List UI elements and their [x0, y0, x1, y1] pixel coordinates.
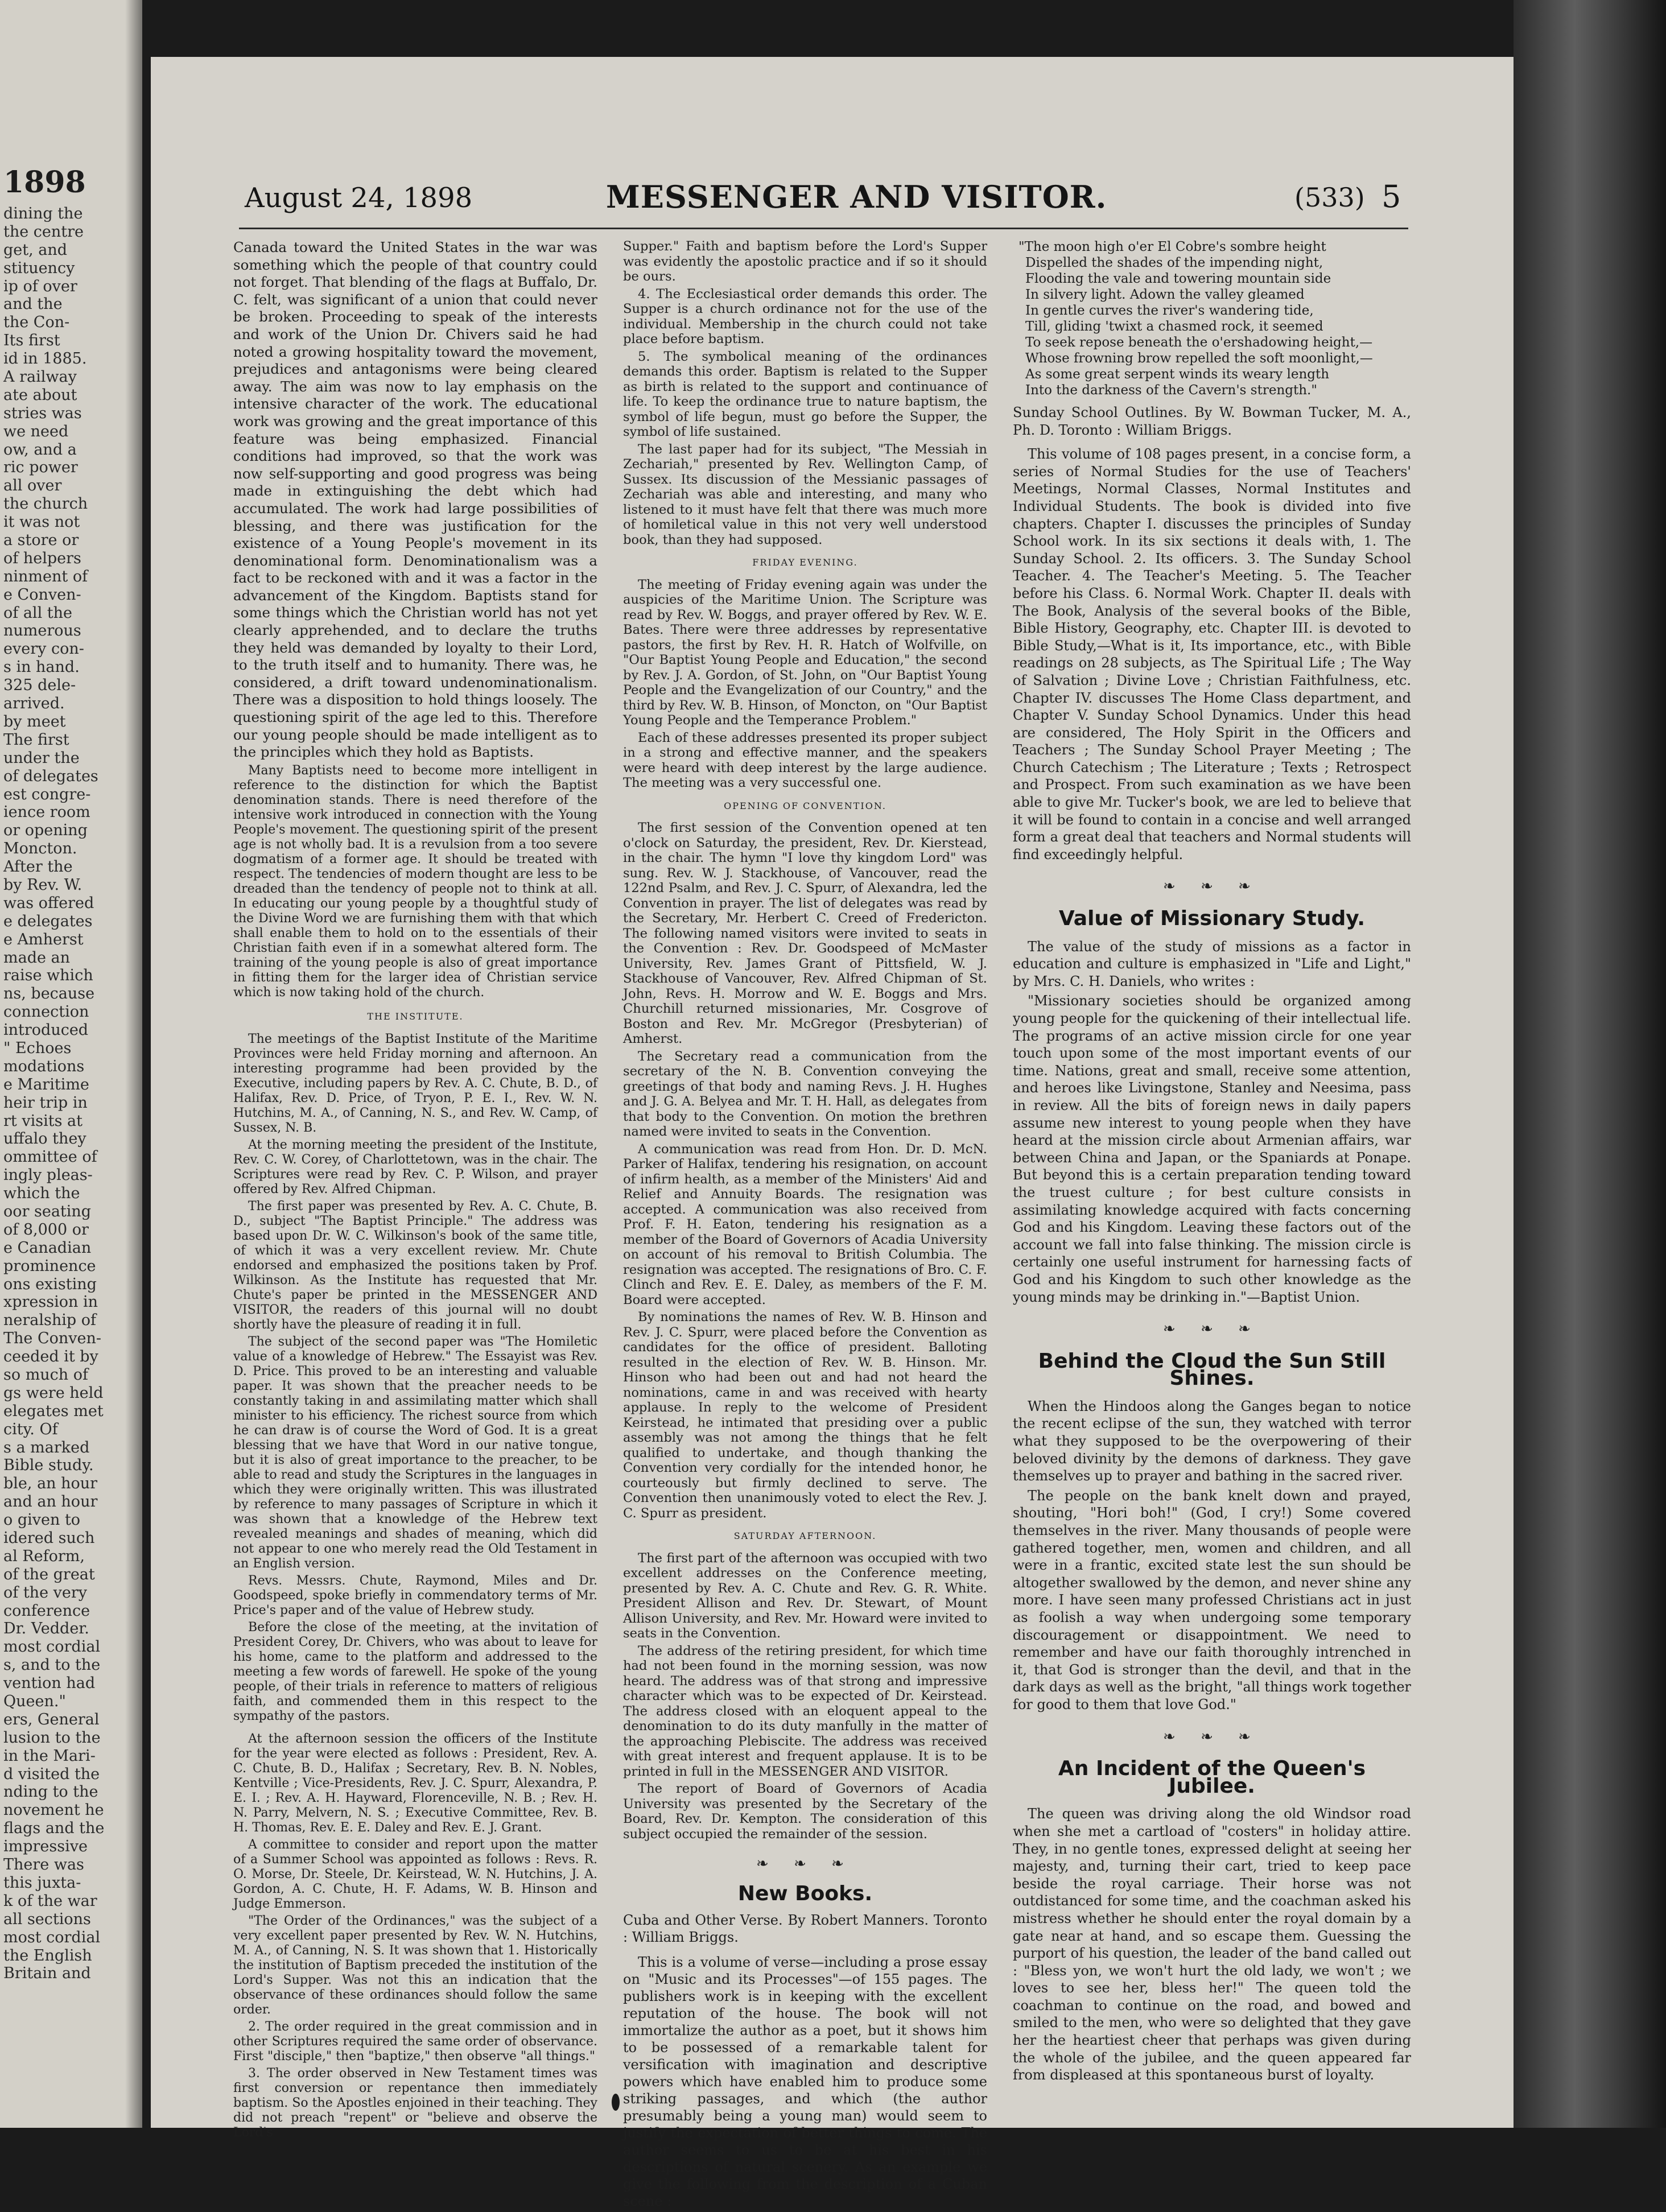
col3-paragraph: The people on the bank knelt down and prayed, shouting, "Hori boh!" (God, I cry!) Some covered themselves in the river. Many thousands of people were gathered together, men, women and children, and all were in a frantic, excited state lest the sun should be altogether swallowed by the demon, and never shine any more. I have seen many professed Christians act in just as foolish a way when undergoing some temporary discouragement or disappointment. We need to remember and have our faith thoroughly intrenched in it, that God is stronger than the devil, and that in the dark days as well as the bright, "all things work together for good to them that love God." — [1013, 1487, 1411, 1712]
poem-line: Whose frowning brow repelled the soft moonlight,— — [1025, 351, 1373, 366]
left-fragment-line: o given to — [3, 1511, 81, 1529]
header-rule — [239, 228, 1408, 229]
page-header — [151, 179, 1514, 222]
left-fragment-line: The Conven- — [3, 1330, 102, 1348]
left-fragment-line: stituency — [3, 259, 75, 277]
left-fragment-line: all sections — [3, 1910, 91, 1928]
col2-paragraph: The first part of the afternoon was occupied with two excellent addresses on the Conference meeting, presented by Rev. A. C. Chute and Rev. G. R. White. President Allison and Rev. Dr. Stewart, of Mount Allison University, and Rev. Mr. Howard were invited to seats in the Convention. — [623, 1550, 987, 1641]
left-fragment-line: Moncton. — [3, 840, 77, 858]
left-fragment-line: ingly pleas- — [3, 1166, 93, 1185]
col1-paragraph: At the afternoon session the officers of the Institute for the year were elected as follows : President, Rev. A. C. Chute, B. D., Halifax ; Secretary, Rev. B. N. Nobles, Kentville ; Vice-Presidents, Rev. J. C. Spurr, Alexandra, P. E. I. ; Rev. A. H. Hayward, Florenceville, N. B. ; Rev. H. N. Parry, Melvern, N. S. ; Executive Committee, Rev. B. H. Thomas, Rev. E. E. Daley and Rev. E. J. Grant. — [233, 1732, 597, 1835]
left-fragment-line: xpression in — [3, 1293, 98, 1311]
section-heading-saturday-afternoon: SATURDAY AFTERNOON. — [733, 1530, 877, 1541]
left-fragment-line: The first — [3, 731, 69, 749]
book-citation: Sunday School Outlines. By W. Bowman Tucker, M. A., Ph. D. Toronto : William Briggs. — [1013, 405, 1411, 438]
ink-blot — [612, 2094, 620, 2111]
left-fragment-line: the church — [3, 495, 88, 513]
left-fragment-line: and an hour — [3, 1493, 98, 1511]
left-fragment-line: id in 1885. — [3, 350, 87, 368]
left-fragment-line: e Maritime — [3, 1075, 89, 1093]
left-fragment-line: numerous — [3, 622, 81, 640]
left-fragment-line: or opening — [3, 822, 88, 840]
left-fragment-line: After the — [3, 858, 73, 876]
left-fragment-line: Queen." — [3, 1693, 66, 1711]
header-page-num: 5 — [1382, 179, 1401, 214]
left-fragment-line: e Conven- — [3, 585, 81, 604]
left-fragment-line: Dr. Vedder. — [3, 1620, 89, 1638]
left-fragment-line: s, and to the — [3, 1656, 101, 1674]
left-fragment-line: of 8,000 or — [3, 1220, 89, 1239]
left-fragment-line: gs were held — [3, 1384, 104, 1402]
header-page-number: (533) — [1294, 182, 1365, 213]
left-fragment-line: by Rev. W. — [3, 876, 83, 894]
poem-line: To seek repose beneath the o'ershadowing height,— — [1025, 335, 1373, 350]
col1-paragraph: Many Baptists need to become more intelligent in reference to the distinction for which the Baptist denomination stands. There is need therefore of the intensive work introduced in connection with the Young People's movement. The questioning spirit of the present age is not wholly bad. It is a revulsion from a too severe dogmatism of a former age. It should be treated with respect. The tendencies of modern thought are less to be dreaded than the tendency of people not to think at all. In educating our young people by a thoughtful study of the Divine Word we are furnishing them with that which shall enable them to hold on to the essentials of their Christian faith even if in a somewhat altered form. The training of the young people is also of great importance in fitting them for the larger idea of Christian service which is now taking hold of the church. — [233, 763, 597, 1000]
col1-paragraph: 3. The order observed in New Testament times was first conversion or repentance then immediately baptism. So the Apostles enjoined in their teaching. They did not preach "repent" or "believe and observe the Lord's — [233, 2066, 597, 2140]
left-fragment-line: heir trip in — [3, 1093, 88, 1112]
gutter-shadow — [125, 0, 142, 2128]
col2-paragraph: The last paper had for its subject, "The Messiah in Zechariah," presented by Rev. Wellington Camp, of Sussex. Its discussion of the Messianic passages of Zechariah was able and interesting, and many who listened to it must have felt that there was much more of homiletical value in this not very well understood book, than they had supposed. — [623, 441, 987, 547]
section-divider-ornament: ❧ ❧ ❧ — [756, 1855, 854, 1872]
left-fragment-line: e Amherst — [3, 930, 84, 948]
col1-paragraph: A committee to consider and report upon the matter of a Summer School was appointed as follows : Revs. R. O. Morse, Dr. Steele, Dr. Keirstead, W. N. Hutchins, J. A. Gordon, A. C. Chute, H. F. Adams, W. B. Hinson and Judge Emmerson. — [233, 1838, 597, 1912]
left-fragment-line: nding to the — [3, 1783, 98, 1801]
left-fragment-line: the English — [3, 1946, 92, 1965]
left-fragment-line: introduced — [3, 1021, 89, 1039]
left-fragment-line: rt visits at — [3, 1112, 83, 1130]
left-fragment-line: Its first — [3, 332, 60, 350]
newspaper-page — [151, 57, 1514, 2209]
left-page-text-fragments — [3, 205, 134, 1983]
left-fragment-line: ons existing — [3, 1275, 97, 1293]
left-fragment-line: lusion to the — [3, 1728, 101, 1747]
left-page-fragment — [0, 0, 142, 2128]
left-fragment-line: e Canadian — [3, 1239, 92, 1257]
left-fragment-line: and the — [3, 295, 63, 313]
left-fragment-line: so much of — [3, 1366, 89, 1384]
left-fragment-line: a store or — [3, 531, 79, 550]
left-fragment-line: est congre- — [3, 785, 91, 803]
col2-paragraph: Supper." Faith and baptism before the Lord's Supper was evidently the apostolic practice and if so it should be ours. — [623, 239, 987, 284]
left-fragment-line: s a marked — [3, 1438, 90, 1456]
left-fragment-line: get, and — [3, 241, 68, 259]
left-fragment-line: ience room — [3, 803, 90, 822]
col2-paragraph: The report of Board of Governors of Acadia University was presented by the Secretary of the Board, Rev. Dr. Kempton. The consideration of this subject occupied the remainder of the session. — [623, 1781, 987, 1842]
col1-paragraph: At the morning meeting the president of the Institute, Rev. C. W. Corey, of Charlottetown, was in the chair. The Scriptures were read by Rev. C. P. Wilson, and prayer offered by Rev. Alfred Chipman. — [233, 1138, 597, 1197]
left-fragment-line: stries was — [3, 404, 82, 422]
left-fragment-line: of helpers — [3, 549, 81, 567]
left-fragment-line: ceeded it by — [3, 1348, 98, 1366]
column-1 — [233, 239, 597, 2143]
left-fragment-line: oor seating — [3, 1202, 92, 1220]
left-fragment-line: ip of over — [3, 277, 77, 295]
left-fragment-line: elegates met — [3, 1402, 104, 1420]
left-fragment-line: ble, an hour — [3, 1475, 98, 1493]
left-fragment-line: connection — [3, 1003, 89, 1021]
left-fragment-line: arrived. — [3, 695, 65, 713]
left-fragment-line: d visited the — [3, 1765, 100, 1783]
left-fragment-line: the centre — [3, 222, 84, 241]
left-fragment-line: k of the war — [3, 1892, 97, 1910]
left-fragment-line: conference — [3, 1602, 90, 1620]
col3-paragraph: The value of the study of missions as a factor in education and culture is emphasized in "Life and Light," by Mrs. C. H. Daniels, who writes : — [1013, 938, 1411, 989]
poem-line: In gentle curves the river's wandering tide, — [1025, 303, 1314, 318]
col1-paragraph: The meetings of the Baptist Institute of the Maritime Provinces were held Friday morning and afternoon. An interesting programme had been provided by the Executive, including papers by Rev. A. C. Chute, B. D., of Halifax, Rev. D. Price, of Tryon, P. E. I., Rev. W. N. Hutchins, M. A., of Canning, N. S., and Rev. W. Camp, of Sussex, N. B. — [233, 1032, 597, 1136]
left-fragment-line: of the great — [3, 1565, 95, 1583]
column-3 — [1013, 239, 1411, 2086]
col2-paragraph: By nominations the names of Rev. W. B. Hinson and Rev. J. C. Spurr, were placed before the Convention as candidates for the office of president. Balloting resulted in the election of Rev. W. B. Hinson. Mr. Hinson who had been out and had not heard the nominations, came in and was received with hearty applause. In reply to the welcome of President Keirstead, he intimated that presiding over a public assembly was not among the things that he felt qualified to undertake, and though thanking the Convention very cordially for the intended honor, he courteously but firmly declined to serve. The Convention then unanimously voted to elect the Rev. J. C. Spurr as president. — [623, 1310, 987, 1521]
left-fragment-line: neralship of — [3, 1311, 97, 1330]
left-fragment-line: by meet — [3, 712, 66, 731]
left-page-year: 1898 — [3, 165, 86, 200]
col2-paragraph: 5. The symbolical meaning of the ordinances demands this order. Baptism is related to the Supper as birth is related to the support and continuance of life. To keep the ordinance true to nature baptism, the symbol of life begun, must go before the Supper, the symbol of life sustained. — [623, 349, 987, 439]
section-heading-friday-evening: FRIDAY EVENING. — [752, 557, 858, 568]
left-fragment-line: this juxta- — [3, 1873, 81, 1892]
col3-paragraph: When the Hindoos along the Ganges began to notice the recent eclipse of the sun, they watched with terror what they supposed to be the overpowering of their beloved divinity by the demons of darkness. They gave themselves up to prayer and bathing in the sacred river. — [1013, 1398, 1411, 1484]
col2-paragraph: 4. The Ecclesiastical order demands this order. The Supper is a church ordinance not for the use of the individual. Membership in the church could not take place before baptism. — [623, 286, 987, 346]
left-fragment-line: s in hand. — [3, 658, 80, 676]
heading-new-books: New Books. — [737, 1881, 873, 1905]
left-fragment-line: idered such — [3, 1529, 95, 1547]
left-fragment-line: most cordial — [3, 1928, 101, 1946]
col1-paragraph: Revs. Messrs. Chute, Raymond, Miles and Dr. Goodspeed, spoke briefly in commendatory terms of Mr. Price's paper and of the value of Hebrew study. — [233, 1574, 597, 1618]
col3-paragraph: "Missionary societies should be organized among young people for the quickening of their intellectual life. The programs of an active mission circle for one year touch upon some of the most important events of our time. Nations, great and small, receive some attention, and heroes like Livingstone, Stanley and Neesima, pass in review. All the bits of foreign news in daily papers assume new interest to young people when they have heard at the mission circle about Armenian affairs, war between China and Japan, or the Spaniards at Ponape. But beyond this is a certain preparation tending toward the truest culture ; for best culture consists in assimilating knowledge acquired with facts concerning God and his Kingdom. Leaving these factors out of the account we fall into false thinking. The mission circle is certainly one useful instrument for harnessing facts of God and his Kingdom to such other knowledge as the young minds may be drinking in."—Baptist Union. — [1013, 993, 1411, 1305]
col2-paragraph: Each of these addresses presented its proper subject in a strong and effective manner, and the speakers were heard with deep interest by the large audience. The meeting was a very successful one. — [623, 730, 987, 790]
left-fragment-line: al Reform, — [3, 1547, 85, 1565]
left-fragment-line: we need — [3, 422, 69, 440]
left-fragment-line: all over — [3, 477, 62, 495]
poem-line: As some great serpent winds its weary length — [1025, 367, 1330, 382]
col2-paragraph: The first session of the Convention opened at ten o'clock on Saturday, the president, Rev. Dr. Kierstead, in the chair. The hymn "I love thy kingdom Lord" was sung. Rev. W. J. Stackhouse, of Vancouver, read the 122nd Psalm, and Rev. J. C. Spurr, of Alexandra, led the Convention in prayer. The list of delegates was read by the Secretary, Mr. Herbert C. Creed of Fredericton. The following named visitors were invited to seats in the Convention : Rev. Dr. Goodspeed of McMaster University, Rev. James Grant of Pittsfield, W. J. Stackhouse of Vancouver, Rev. Alfred Chipman of St. John, Revs. H. Morrow and W. E. Boggs and Mrs. Churchill returned missionaries, Mr. Cosgrove of Boston and Rev. Mr. McGregor (Presbyterian) of Amherst. — [623, 820, 987, 1046]
poem-line: In silvery light. Adown the valley gleamed — [1025, 287, 1305, 302]
heading-missionary-study: Value of Missionary Study. — [1058, 907, 1366, 931]
left-fragment-line: of the very — [3, 1583, 88, 1602]
left-fragment-line: " Echoes — [3, 1039, 72, 1057]
left-fragment-line: e delegates — [3, 912, 93, 930]
section-divider-ornament: ❧ ❧ ❧ — [1163, 878, 1261, 895]
book-edge — [1514, 0, 1666, 2128]
col1-paragraph: Before the close of the meeting, at the invitation of President Corey, Dr. Chivers, who was about to leave for his home, came to the platform and addressed to the meeting a few words of farewell. He spoke of the young people, of their trials in reference to matters of religious faith, and commended them in this respect to the sympathy of the pastors. — [233, 1620, 597, 1724]
poem-line: "The moon high o'er El Cobre's sombre height — [1018, 240, 1326, 254]
col3-paragraph: This volume of 108 pages present, in a concise form, a series of Normal Studies for the use of Teachers' Meetings, Normal Classes, Normal Institutes and Individual Students. The book is divided into five chapters. Chapter I. discusses the principles of Sunday School work. In its six sections it deals with, 1. The Sunday School. 2. Its officers. 3. The Sunday School Teacher. 4. The Teacher's Meeting. 5. The Teacher before his Class. 6. Normal Work. Chapter II. deals with The Book, Analysis of the several books of the Bible, Bible History, Geography, etc. Chapter III. is devoted to Bible Study,—What is it, Its importance, etc., with Bible readings on 28 subjects, as The Spiritual Life ; The Way of Salvation ; Divine Love ; Christian Faithfulness, etc. Chapter IV. discusses The Home Class department, and Chapter V. Sunday School Dynamics. Under this head are considered, The Holy Spirit in the Officers and Teachers ; The Sunday School Prayer Meeting ; The Church Catechism ; The Literature ; Texts ; Retrospect and Prospect. From such examination as we have been able to give Mr. Tucker's book, we are led to believe that it will be found to contain in a concise and well arranged form a great deal that teachers and Normal students will find exceedingly helpful. — [1013, 446, 1411, 862]
header-title: MESSENGER AND VISITOR. — [606, 179, 1107, 215]
col2-paragraph: A communication was read from Hon. Dr. D. McN. Parker of Halifax, tendering his resignation, on account of infirm health, as a member of the Ministers' Aid and Relief and Annuity Boards. The resignation was accepted. A communication was also received from Prof. F. H. Eaton, tendering his resignation as a member of the Board of Governors of Acadia University on account of his removal to British Columbia. The resignation was accepted. The resignations of Bro. C. F. Clinch and Rev. E. E. Daley, as members of the F. M. Board were accepted. — [623, 1141, 987, 1307]
left-fragment-line: ns, because — [3, 985, 95, 1003]
section-heading-opening-convention: OPENING OF CONVENTION. — [724, 800, 886, 811]
left-fragment-line: novement he — [3, 1801, 104, 1819]
left-fragment-line: Bible study. — [3, 1456, 94, 1475]
left-fragment-line: ommittee of — [3, 1148, 97, 1166]
left-fragment-line: it was not — [3, 513, 80, 531]
poem-line: Till, gliding 'twixt a chasmed rock, it seemed — [1025, 319, 1323, 334]
header-date: August 24, 1898 — [245, 182, 473, 214]
poem-excerpt — [1018, 239, 1411, 398]
left-fragment-line: made an — [3, 948, 71, 967]
left-fragment-line: in the Mari- — [3, 1747, 96, 1765]
left-fragment-line: impressive — [3, 1838, 88, 1856]
col1-paragraph: The first paper was presented by Rev. A. C. Chute, B. D., subject "The Baptist Principle." The address was based upon Dr. W. C. Wilkinson's book of the same title, of which it was a very excellent review. Mr. Chute endorsed and emphasized the positions taken by Prof. Wilkinson. As the Institute has requested that Mr. Chute's paper be printed in the MESSENGER AND VISITOR, the readers of this journal will no doubt shortly have the pleasure of reading it in full. — [233, 1199, 597, 1332]
col3-paragraph: The queen was driving along the old Windsor road when she met a cartload of "costers" in holiday attire. They, in no gentle tones, expressed delight at seeing her majesty, and, turning their cart, tried to keep pace beside the royal carriage. Their horse was not outdistanced for some time, and the coachman asked his mistress whether he should enter the royal domain by a gate near at hand, and so escape them. Guessing the purport of his question, the leader of the band called out : "Bless yon, we won't hurt the old lady, we won't ; we loves to see her, bless her!" The queen told the coachman to continue on the road, and bowed and smiled to the men, who were so delighted that they gave her the heartiest cheer that perhaps was given during the whole of the jubilee, and the queen appeared far from displeased at this spontaneous burst of loyalty. — [1013, 1806, 1411, 2083]
heading-behind-the-cloud: Behind the Cloud the Sun Still Shines. — [1038, 1349, 1386, 1390]
col1-paragraph: The subject of the second paper was "The Homiletic value of a knowledge of Hebrew." The Essayist was Rev. D. Price. This proved to be an interesting and valuable paper. It was shown that the preacher needs to be constantly taking in and assimilating matter which shall minister to his efficiency. The richest source from which he can draw is of course the Word of God. It is a great blessing that we have that Word in our native tongue, but it is also of great importance to the preacher, to be able to read and study the Scriptures in the languages in which they were originally written. This was illustrated by reference to many passages of Scripture in which it was shown that a knowledge of the Hebrew text revealed meanings and shades of meaning, which did not appear to one who merely read the Old Testament in an English version. — [233, 1335, 597, 1571]
left-fragment-line: prominence — [3, 1257, 96, 1275]
col1-intro: Canada toward the United States in the war was something which the people of that country could not forget. That blending of the flags at Buffalo, Dr. C. felt, was significant of a union that could never be broken. Proceeding to speak of the interests and work of the Union Dr. Chivers said he had noted a growing hospitality toward the movement, prejudices and antagonisms were being cleared away. The aim was now to lay emphasis on the intensive character of the work. The educational work was growing and the great importance of this feature was being emphasized. Financial conditions had improved, so that the work was now self-supporting and good progress was being made in extinguishing the debt which had accumulated. The work had large possibilities of blessing, and there was justification for the existence of a Young People's movement in its denominational form. Denominationalism was a fact to be reckoned with and it was a factor in the advancement of the Kingdom. Baptists stand for some things which the Christian world has not yet clearly apprehended, and to declare the truths they held was demanded by loyalty to their Lord, to the truth itself and to humanity. There was, he considered, a drift toward undenominationalism. There was a disposition to hold things loosely. The questioning spirit of the age led to this. Therefore our young people should be made intelligent as to the principles which they hold as Baptists. — [233, 239, 597, 761]
left-fragment-line: uffalo they — [3, 1130, 86, 1148]
left-fragment-line: vention had — [3, 1674, 96, 1693]
left-fragment-line: flags and the — [3, 1819, 105, 1838]
left-fragment-line: ate about — [3, 386, 77, 404]
poem-line: Dispelled the shades of the impending night, — [1025, 255, 1323, 270]
left-fragment-line: every con- — [3, 640, 84, 658]
col2-paragraph: The address of the retiring president, for which time had not been found in the morning session, was now heard. The address was of that strong and impressive character which was to be expected of Dr. Keirstead. The address closed with an eloquent appeal to the denomination to do its duty manfully in the matter of the approaching Plebiscite. The address was received with great interest and frequent applause. It is to be printed in full in the MESSENGER AND VISITOR. — [623, 1643, 987, 1779]
book-citation: Cuba and Other Verse. By Robert Manners. Toronto : William Briggs. — [623, 1912, 987, 1945]
left-fragment-line: which the — [3, 1185, 80, 1203]
left-fragment-line: Britain and — [3, 1965, 91, 1983]
col1-paragraph: 2. The order required in the great commission and in other Scriptures required the same order of observance. First "disciple," then "baptize," then observe "all things." — [233, 2020, 597, 2064]
left-fragment-line: the Con- — [3, 313, 70, 332]
left-fragment-line: dining the — [3, 205, 83, 222]
left-fragment-line: was offered — [3, 894, 94, 912]
left-fragment-line: 325 dele- — [3, 676, 76, 695]
poem-line: Into the darkness of the Cavern's strength." — [1025, 383, 1317, 398]
left-fragment-line: under the — [3, 749, 80, 767]
left-fragment-line: ninment of — [3, 567, 88, 585]
left-fragment-line: There was — [3, 1856, 84, 1874]
section-divider-ornament: ❧ ❧ ❧ — [1163, 1728, 1261, 1745]
section-heading-institute: THE INSTITUTE. — [367, 1010, 464, 1022]
poem-line: Flooding the vale and towering mountain side — [1025, 271, 1331, 286]
column-2 — [623, 239, 987, 2212]
col1-paragraph: "The Order of the Ordinances," was the subject of a very excellent paper presented by Rev. W. N. Hutchins, M. A., of Canning, N. S. It was shown that 1. Historically the institution of Baptism preceded the institution of the Lord's Supper. Was not this an indication that the observance of these ordinances should follow the same order. — [233, 1914, 597, 2017]
left-fragment-line: ers, General — [3, 1710, 100, 1728]
col2-paragraph: The meeting of Friday evening again was under the auspicies of the Maritime Union. The Scripture was read by Rev. W. Boggs, and prayer offered by Rev. W. E. Bates. There were three addresses by representative pastors, the first by Rev. H. R. Hatch of Wolfville, on "Our Baptist Young People and Education," the second by Rev. J. A. Gordon, of St. John, on "Our Baptist Young People and the Evangelization of our Country," and the third by Rev. W. B. Hinson, of Moncton, on "Our Baptist Young People and the Temperance Problem." — [623, 577, 987, 728]
left-fragment-line: most cordial — [3, 1638, 101, 1656]
left-fragment-line: raise which — [3, 967, 93, 985]
heading-queens-jubilee: An Incident of the Queen's Jubilee. — [1058, 1757, 1366, 1798]
left-fragment-line: city. Of — [3, 1420, 58, 1438]
left-fragment-line: modations — [3, 1057, 85, 1075]
left-fragment-line: A railway — [3, 368, 77, 386]
left-fragment-line: ric power — [3, 459, 78, 477]
left-fragment-line: of delegates — [3, 767, 98, 785]
left-fragment-line: ow, and a — [3, 440, 77, 459]
col2-paragraph: This is a volume of verse—including a prose essay on "Music and its Processes"—of 155 pages. The publishers work is in keeping with the excellent reputation of the house. The book will not immortalize the author as a poet, but it shows him to be possessed of a remarkable talent for versification with imagination and descriptive powers which have enabled him to produce some striking passages, and which (the author presumably being a young man) would seem to justify the expectation of better things to come. The author seems to us to be at his best in his descriptions of natural scenery. As an example we give the following from the description of a Cuban scene : — [623, 1954, 987, 2209]
col2-paragraph: The Secretary read a communication from the secretary of the N. B. Convention conveying the greetings of that body and naming Revs. J. H. Hughes and J. G. A. Belyea and Mr. T. H. Hall, as delegates from that body to the Convention. On motion the brethren named were invited to seats in the Convention. — [623, 1049, 987, 1139]
section-divider-ornament: ❧ ❧ ❧ — [1163, 1320, 1261, 1338]
left-fragment-line: of all the — [3, 604, 72, 622]
